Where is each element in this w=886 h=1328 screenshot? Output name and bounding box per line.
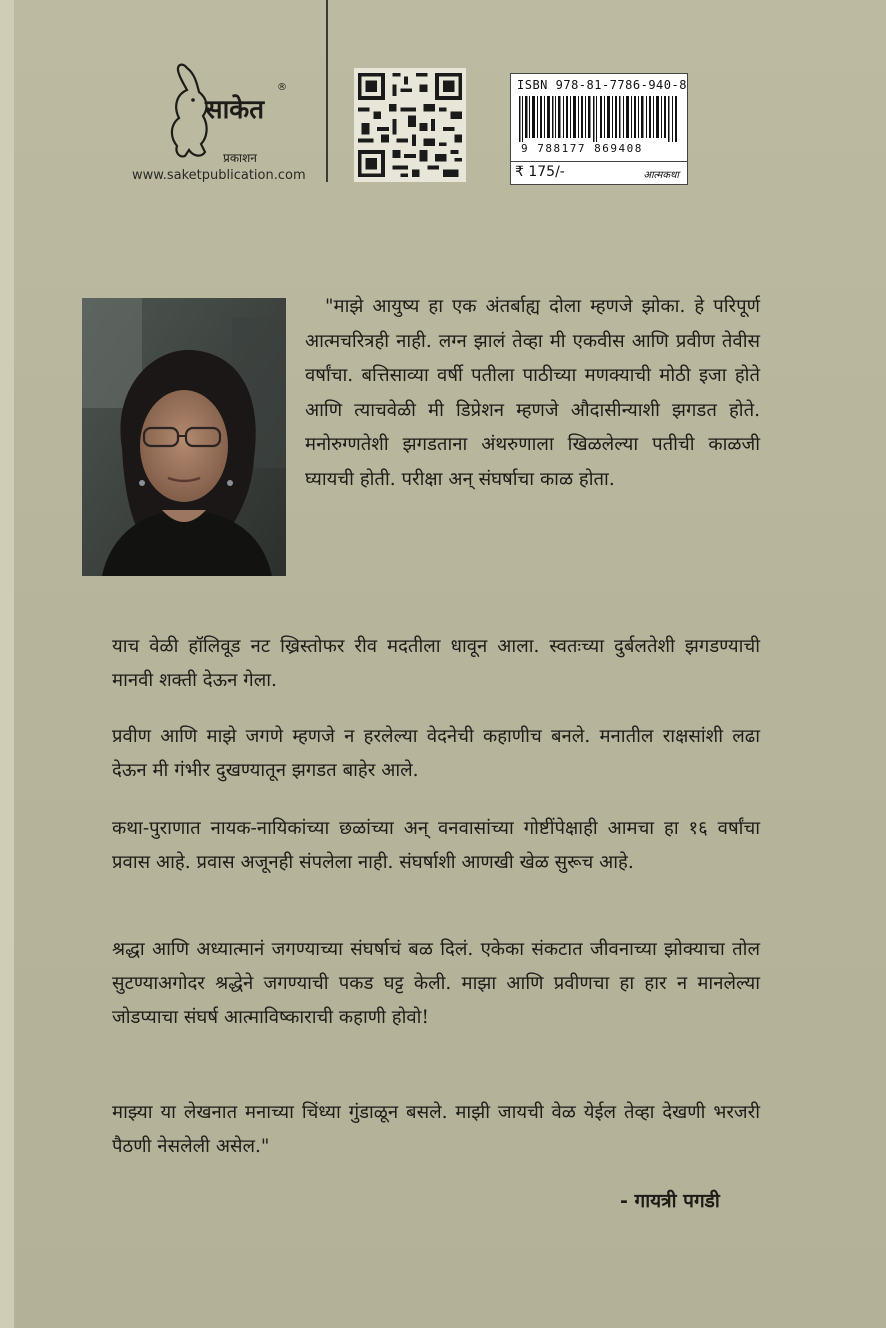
genre-label: आत्मकथा <box>643 170 679 181</box>
qr-code <box>354 68 466 182</box>
isbn-barcode <box>510 73 688 185</box>
paragraph-4: श्रद्धा आणि अध्यात्मानं जगण्याच्या संघर्षाचं बळ दिलं. एकेका संकटात जीवनाच्या झोक्याचा तोल सुटण्याअगोदर श्रद्धेने जगण्याची पकड घट्ट केली. माझा आणि प्रवीणचा हा हार न मानलेल्या जोडप्याचा संघर्ष आत्माविष्काराची कहाणी होवो! <box>112 939 760 1028</box>
price-row <box>511 161 687 184</box>
svg-text:प्रकाशन: प्रकाशन <box>223 151 257 165</box>
price: ₹ 175/- <box>515 164 565 180</box>
paragraph-1: याच वेळी हॉलिवूड नट ख्रिस्तोफर रीव मदतीला धावून आला. स्वतःच्या दुर्बलतेशी झगडण्याची मानवी शक्ती देऊन गेला. <box>112 636 760 691</box>
paragraph-5: माझ्या या लेखनात मनाच्या चिंध्या गुंडाळून बसले. माझी जायची वेळ येईल तेव्हा देखणी भरजरी पैठणी नेसलेली असेल." <box>112 1102 760 1157</box>
header-divider <box>326 0 328 182</box>
isbn-number: ISBN 978-81-7786-940-8 <box>517 78 687 92</box>
paragraph-3: कथा-पुराणात नायक-नायिकांच्या छळांच्या अन् वनवासांच्या गोष्टींपेक्षाही आमचा हा १६ वर्षांचा प्रवास आहे. प्रवास अजूनही संपलेला नाही. संघर्षाशी आणखी खेळ सुरूच आहे. <box>112 818 760 873</box>
publisher-logo <box>165 60 285 170</box>
author-signature: - गायत्री पगडी <box>620 1190 720 1212</box>
publisher-website: www.saketpublication.com <box>132 168 306 183</box>
svg-text:®: ® <box>277 82 287 93</box>
book-spine-edge <box>0 0 14 1328</box>
author-photo <box>82 298 286 576</box>
paragraph-2: प्रवीण आणि माझे जगणे म्हणजे न हरलेल्या वेदनेची कहाणीच बनले. मनातील राक्षसांशी लढा देऊन मी गंभीर दुखण्यातून झगडत बाहेर आले. <box>112 726 760 781</box>
barcode-digits: 9 788177 869408 <box>521 142 643 155</box>
barcode-bars <box>517 96 679 142</box>
svg-text:साकेत: साकेत <box>205 95 265 125</box>
quote-opening-paragraph: "माझे आयुष्य हा एक अंतर्बाह्य दोला म्हणजे झोका. हे परिपूर्ण आत्मचरित्रही नाही. लग्न झालं तेव्हा मी एकवीस आणि प्रवीण तेवीस वर्षांचा. बत्तिसाव्या वर्षी पतीला पाठीच्या मणक्याची मोठी इजा होते आणि त्याचवेळी मी डिप्रेशन म्हणजे औदासीन्याशी झगडत होते. मनोरुग्णतेशी झगडताना अंथरुणाला खिळलेल्या पतीची काळजी घ्यायची होती. परीक्षा अन् संघर्षाचा काळ होता. <box>305 296 760 490</box>
